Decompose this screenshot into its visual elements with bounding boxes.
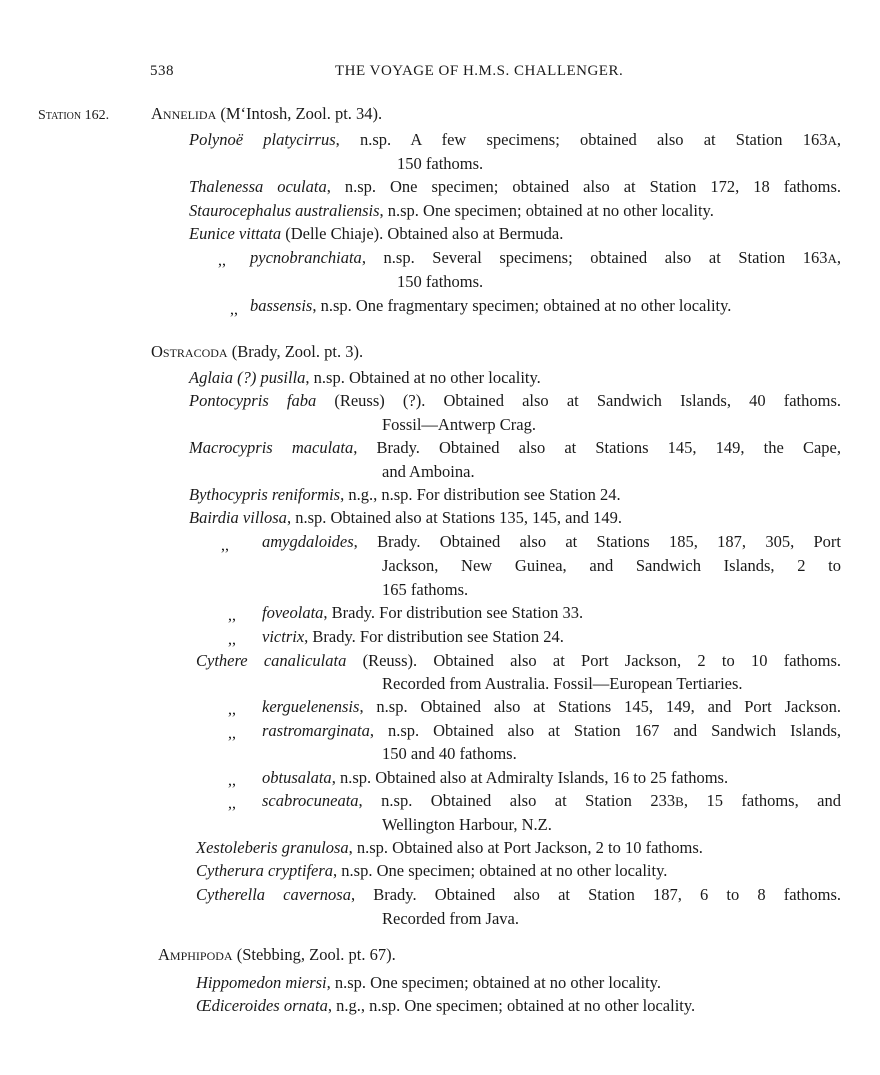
entry-amygdaloides-cont: Jackson, New Guinea, and Sandwich Islands, 2 to [382,556,841,575]
entry-scabrocuneata-cont: Wellington Harbour, N.Z. [382,815,552,834]
section-heading-ostracoda: Ostracoda (Brady, Zool. pt. 3). [151,342,364,361]
ditto-mark: ,, [230,301,238,318]
entry-bassensis: bassensis, n.sp. One fragmentary specimen; obtained at no other locality. [250,296,732,315]
entry-polynoe-cont: 150 fathoms. [397,154,484,173]
entry-scabrocuneata: scabrocuneata, n.sp. Obtained also at Station 233B, 15 fathoms, and [262,791,841,810]
entry-bairdia-villosa: Bairdia villosa, n.sp. Obtained also at Stations 135, 145, and 149. [189,508,622,527]
entry-polynoe: Polynoë platycirrus, n.sp. A few specimens; obtained also at Station 163A, [189,130,841,149]
ditto-mark: ,, [228,772,236,789]
section-heading-amphipoda: Amphipoda (Stebbing, Zool. pt. 67). [158,945,396,964]
section-heading-annelida: Annelida (M‘Intosh, Zool. pt. 34). [151,104,383,123]
entry-pontocypris-cont: Fossil—Antwerp Crag. [382,415,536,434]
entry-cytherura: Cytherura cryptifera, n.sp. One specimen; obtained at no other locality. [196,861,668,880]
running-title: THE VOYAGE OF H.M.S. CHALLENGER. [335,63,624,79]
entry-macrocypris: Macrocypris maculata, Brady. Obtained also at Stations 145, 149, the Cape, [189,438,841,457]
entry-pycnobranchiata-cont: 150 fathoms. [397,272,484,291]
entry-foveolata: foveolata, Brady. For distribution see Station 33. [262,603,584,622]
entry-aglaia: Aglaia (?) pusilla, n.sp. Obtained at no other locality. [189,368,541,387]
ditto-mark: ,, [228,795,236,812]
entry-cythere-canaliculata: Cythere canaliculata (Reuss). Obtained also at Port Jackson, 2 to 10 fathoms. [196,651,841,670]
entry-cytherella-cont: Recorded from Java. [382,909,519,928]
entry-thalenessa: Thalenessa oculata, n.sp. One specimen; obtained also at Station 172, 18 fathoms. [189,177,841,196]
entry-cytherella: Cytherella cavernosa, Brady. Obtained also at Station 187, 6 to 8 fathoms. [196,885,841,904]
entry-rastromarginata: rastromarginata, n.sp. Obtained also at Station 167 and Sandwich Islands, [262,721,841,740]
entry-hippomedon: Hippomedon miersi, n.sp. One specimen; obtained at no other locality. [196,973,661,992]
ditto-mark: ,, [228,631,236,648]
ditto-mark: ,, [228,701,236,718]
entry-kerguelenensis: kerguelenensis, n.sp. Obtained also at Stations 145, 149, and Port Jackson. [262,697,841,716]
entry-oediceroides: Œdiceroides ornata, n.g., n.sp. One specimen; obtained at no other locality. [196,996,696,1015]
entry-bythocypris: Bythocypris reniformis, n.g., n.sp. For distribution see Station 24. [189,485,621,504]
ditto-mark: ,, [228,725,236,742]
entry-rastromarginata-cont: 150 and 40 fathoms. [382,744,517,763]
entry-macrocypris-cont: and Amboina. [382,462,475,481]
entry-xestoleberis: Xestoleberis granulosa, n.sp. Obtained also at Port Jackson, 2 to 10 fathoms. [196,838,703,857]
entry-pontocypris: Pontocypris faba (Reuss) (?). Obtained also at Sandwich Islands, 40 fathoms. [189,391,841,410]
entry-amygdaloides: amygdaloides, Brady. Obtained also at Stations 185, 187, 305, Port [262,532,841,551]
entry-cythere-canaliculata-cont: Recorded from Australia. Fossil—European Tertiaries. [382,674,743,693]
entry-victrix: victrix, Brady. For distribution see Station 24. [262,627,564,646]
page-number: 538 [150,63,174,79]
ditto-mark: ,, [228,607,236,624]
entry-amygdaloides-cont2: 165 fathoms. [382,580,469,599]
entry-pycnobranchiata: pycnobranchiata, n.sp. Several specimens; obtained also at Station 163A, [250,248,841,267]
entry-staurocephalus: Staurocephalus australiensis, n.sp. One specimen; obtained at no other locality. [189,201,714,220]
ditto-mark: ,, [221,537,229,554]
ditto-mark: ,, [218,252,226,269]
entry-eunice: Eunice vittata (Delle Chiaje). Obtained also at Bermuda. [189,224,564,243]
entry-obtusalata: obtusalata, n.sp. Obtained also at Admiralty Islands, 16 to 25 fathoms. [262,768,729,787]
station-label: Station 162. [38,108,110,123]
